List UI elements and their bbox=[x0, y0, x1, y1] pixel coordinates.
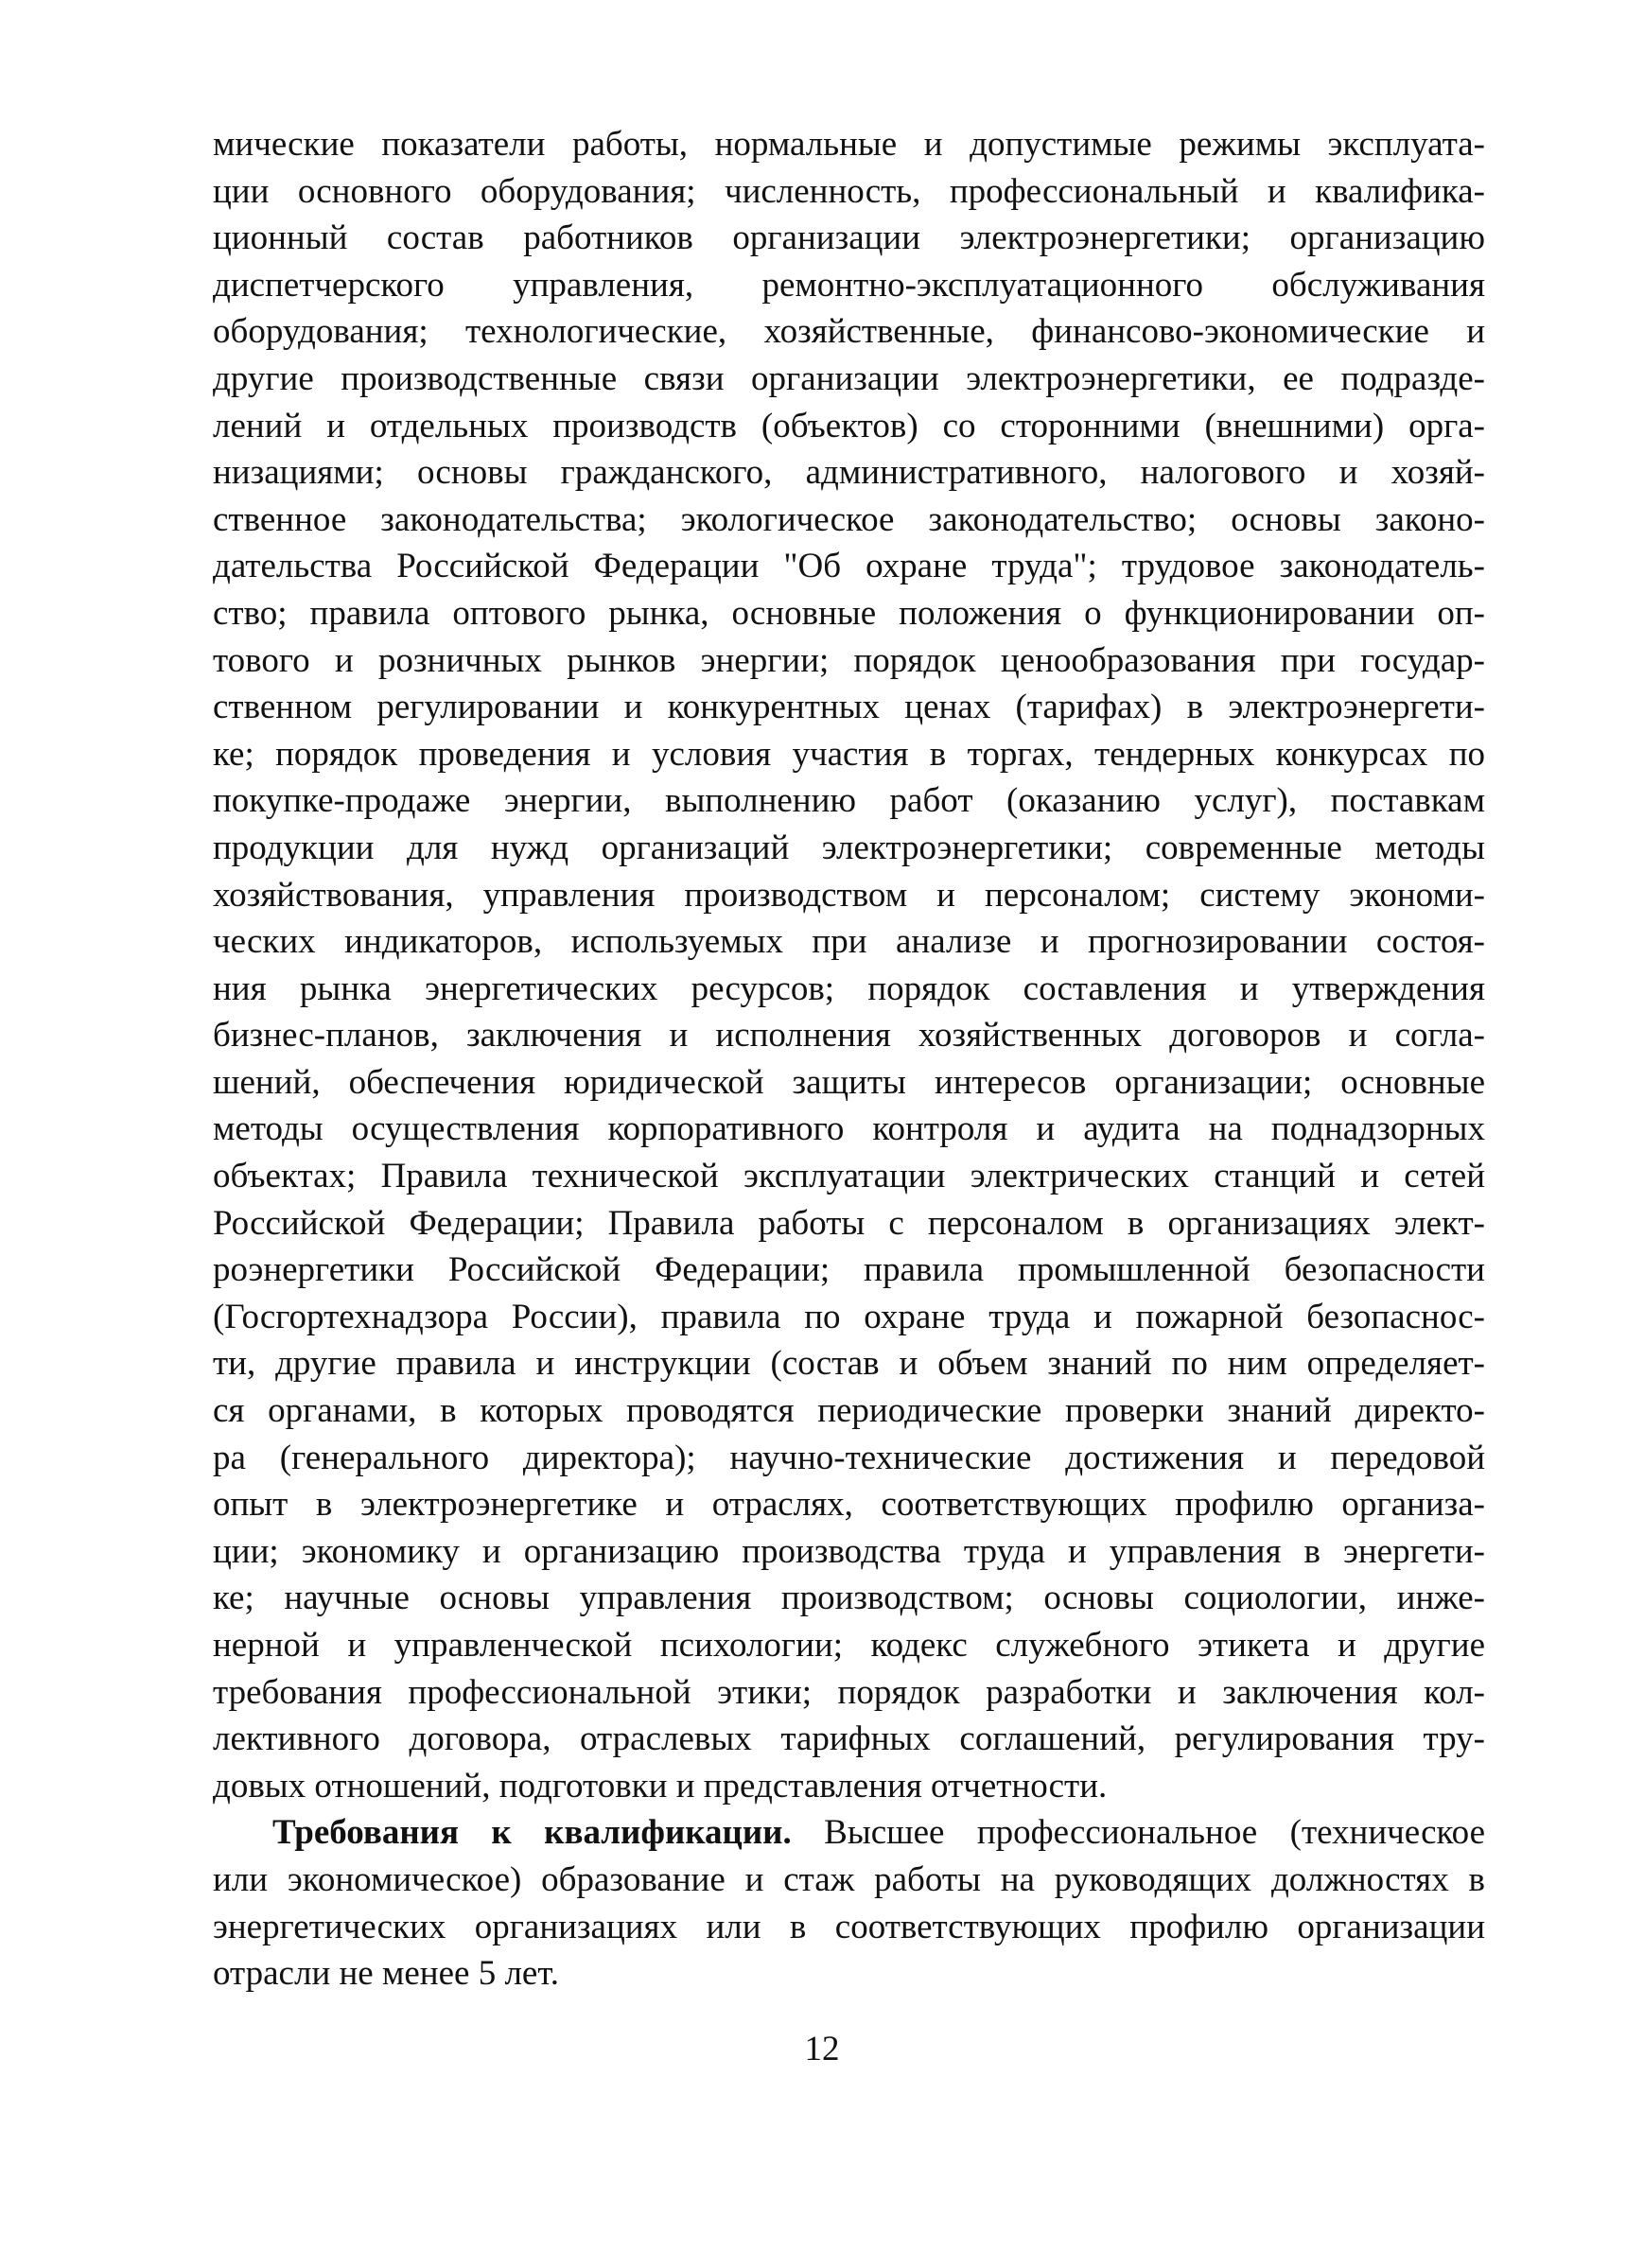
text-line: ции; экономику и организацию производства труда и управления в энергети- bbox=[213, 1531, 1485, 1571]
text-line: ке; научные основы управления производством; основы социологии, инже- bbox=[213, 1579, 1485, 1618]
text-line: энергетических организациях или в соответствующих профилю организации bbox=[213, 1907, 1485, 1946]
text-line: ра (генерального директора); научно-технические достижения и передовой bbox=[213, 1438, 1485, 1477]
text-line: лективного договора, отраслевых тарифных соглашений, регулирования тру- bbox=[213, 1719, 1485, 1759]
text-line: отрасли не менее 5 лет. bbox=[213, 1954, 559, 1994]
paragraph-qualification-knowledge bbox=[213, 121, 1485, 1809]
text-line: покупке-продаже энергии, выполнению работ (оказанию услуг), поставкам bbox=[213, 781, 1485, 821]
text-line: или экономическое) образование и стаж работы на руководящих должностях в bbox=[213, 1859, 1485, 1899]
text-line bbox=[213, 1809, 1485, 1857]
text-line: дательства Российской Федерации "Об охране труда"; трудовое законодатель- bbox=[213, 547, 1485, 586]
text-line: тового и розничных рынков энергии; порядок ценообразования при государ- bbox=[213, 640, 1485, 680]
text-line: ти, другие правила и инструкции (состав и объем знаний по ним определяет- bbox=[213, 1344, 1485, 1384]
text-line: продукции для нужд организаций электроэнергетики; современные методы bbox=[213, 828, 1485, 867]
text-line: оборудования; технологические, хозяйственные, финансово-экономические и bbox=[213, 312, 1485, 352]
section-heading: Требования к квалификации. bbox=[272, 1813, 792, 1853]
body-text bbox=[213, 121, 1485, 1998]
text-line: лений и отдельных производств (объектов) со сторонними (внешними) орга- bbox=[213, 406, 1485, 445]
text-line: шений, обеспечения юридической защиты интересов организации; основные bbox=[213, 1062, 1485, 1102]
text-line: ции основного оборудования; численность, профессиональный и квалифика- bbox=[213, 171, 1485, 211]
text-line: довых отношений, подготовки и представления отчетности. bbox=[213, 1766, 1108, 1806]
text-line: ке; порядок проведения и условия участия в торгах, тендерных конкурсах по bbox=[213, 734, 1485, 774]
text-line: ственном регулировании и конкурентных ценах (тарифах) в электроэнергети- bbox=[213, 688, 1485, 727]
page-number: 12 bbox=[804, 2030, 840, 2068]
text-line: роэнергетики Российской Федерации; правила промышленной безопасности bbox=[213, 1250, 1485, 1290]
text-line: объектах; Правила технической эксплуатации электрических станций и сетей bbox=[213, 1157, 1485, 1196]
text-line: требования профессиональной этики; порядок разработки и заключения кол- bbox=[213, 1672, 1485, 1712]
text-line: мические показатели работы, нормальные и допустимые режимы эксплуата- bbox=[213, 125, 1485, 164]
text-line: (Госгортехнадзора России), правила по охране труда и пожарной безопаснос- bbox=[213, 1297, 1485, 1336]
text-line: методы осуществления корпоративного контроля и аудита на поднадзорных bbox=[213, 1109, 1485, 1149]
text-line: Российской Федерации; Правила работы с персоналом в организациях элект- bbox=[213, 1203, 1485, 1243]
text-line: ся органами, в которых проводятся периодические проверки знаний директо- bbox=[213, 1391, 1485, 1431]
text-line: хозяйствования, управления производством и персоналом; систему экономи- bbox=[213, 875, 1485, 915]
text-line: ционный состав работников организации электроэнергетики; организацию bbox=[213, 218, 1485, 258]
text-line: другие производственные связи организации электроэнергетики, ее подразде- bbox=[213, 358, 1485, 398]
text-line: ния рынка энергетических ресурсов; порядок составления и утверждения bbox=[213, 968, 1485, 1008]
paragraph-qualification-requirements bbox=[213, 1809, 1485, 1997]
heading-continuation: Высшее профессиональное (техническое bbox=[824, 1813, 1486, 1853]
text-line: ство; правила оптового рынка, основные положения о функционировании оп- bbox=[213, 593, 1485, 633]
text-line: низациями; основы гражданского, административного, налогового и хозяй- bbox=[213, 453, 1485, 493]
text-line: ственное законодательства; экологическое законодательство; основы законо- bbox=[213, 499, 1485, 539]
text-line: диспетчерского управления, ремонтно-эксплуатационного обслуживания bbox=[213, 265, 1485, 305]
text-line: ческих индикаторов, используемых при анализе и прогнозировании состоя- bbox=[213, 922, 1485, 962]
text-line: опыт в электроэнергетике и отраслях, соответствующих профилю организа- bbox=[213, 1485, 1485, 1525]
text-line: нерной и управленческой психологии; кодекс служебного этикета и другие bbox=[213, 1626, 1485, 1665]
text-line: бизнес-планов, заключения и исполнения хозяйственных договоров и согла- bbox=[213, 1016, 1485, 1055]
